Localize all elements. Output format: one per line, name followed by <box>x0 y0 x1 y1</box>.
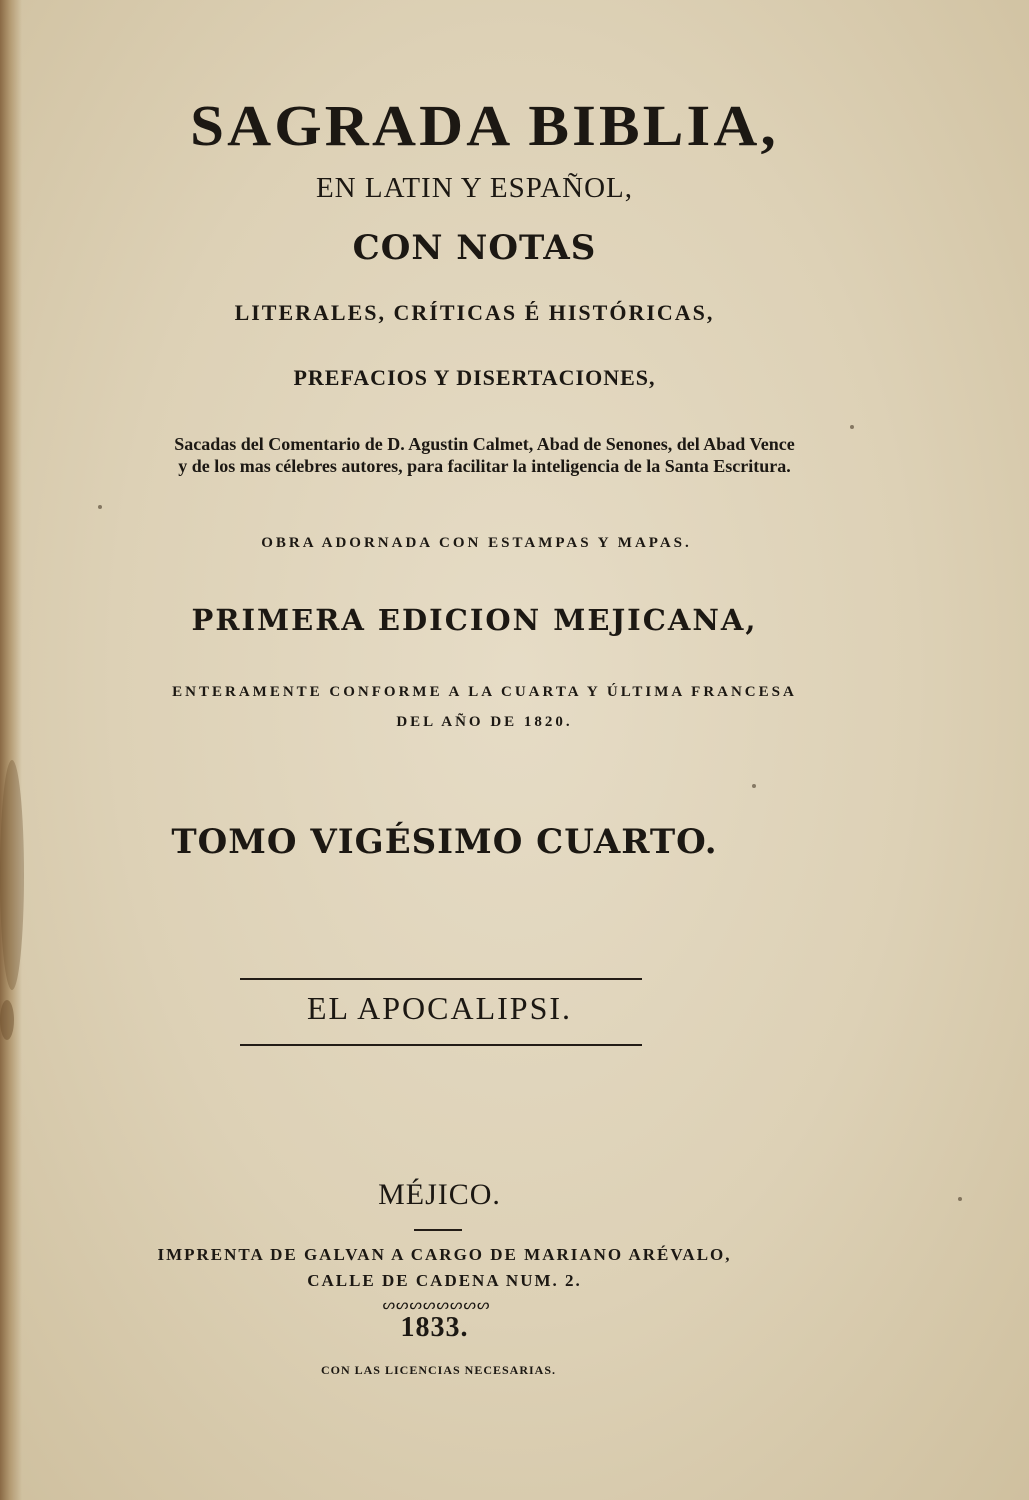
notes-heading: CON NOTAS <box>352 228 597 268</box>
printer-line: CALLE DE CADENA NUM. 2. <box>307 1271 582 1290</box>
divider-rule <box>240 978 642 980</box>
description-line: Sacadas del Comentario de D. Agustin Calmet, Abad de Senones, del Abad Vence <box>174 434 795 454</box>
license-note: CON LAS LICENCIAS NECESARIAS. <box>320 1363 557 1377</box>
conformity-line: ENTERAMENTE CONFORME A LA CUARTA Y ÚLTIMA FRANCESA <box>172 684 797 700</box>
prefaces-line: PREFACIOS Y DISERTACIONES, <box>293 365 656 390</box>
book-title: SAGRADA BIBLIA, <box>190 93 779 158</box>
conformity-line: DEL AÑO DE 1820. <box>396 714 573 730</box>
printer-block <box>0 1242 959 1294</box>
divider-rule <box>240 1044 642 1046</box>
illustrations-note: OBRA ADORNADA CON ESTAMPAS Y MAPAS. <box>261 535 692 551</box>
paper-fleck <box>850 425 854 429</box>
language-subtitle: EN LATIN Y ESPAÑOL, <box>315 172 634 204</box>
description-line: y de los mas célebres autores, para facilitar la inteligencia de la Santa Escritura. <box>178 456 791 476</box>
imprint-year: 1833. <box>400 1312 469 1343</box>
book-name: EL APOCALIPSI. <box>306 990 573 1026</box>
edition-conformity <box>0 677 999 737</box>
ornament-flourish: ᔕᔕᔕᔕᔕᔕᔕᔕ <box>382 1298 491 1313</box>
description-block <box>0 433 999 477</box>
edition-heading: PRIMERA EDICION MEJICANA, <box>191 603 758 637</box>
water-stain <box>0 760 24 990</box>
paper-fleck <box>98 505 102 509</box>
notes-types: LITERALES, CRÍTICAS É HISTÓRICAS, <box>234 300 715 325</box>
volume-heading: TOMO VIGÉSIMO CUARTO. <box>171 822 718 862</box>
paper-fleck <box>752 784 756 788</box>
printer-line: IMPRENTA DE GALVAN A CARGO DE MARIANO ARÉVALO, <box>157 1245 732 1264</box>
imprint-city: MÉJICO. <box>378 1178 501 1211</box>
paper-fleck <box>958 1197 962 1201</box>
divider-rule <box>414 1229 462 1231</box>
